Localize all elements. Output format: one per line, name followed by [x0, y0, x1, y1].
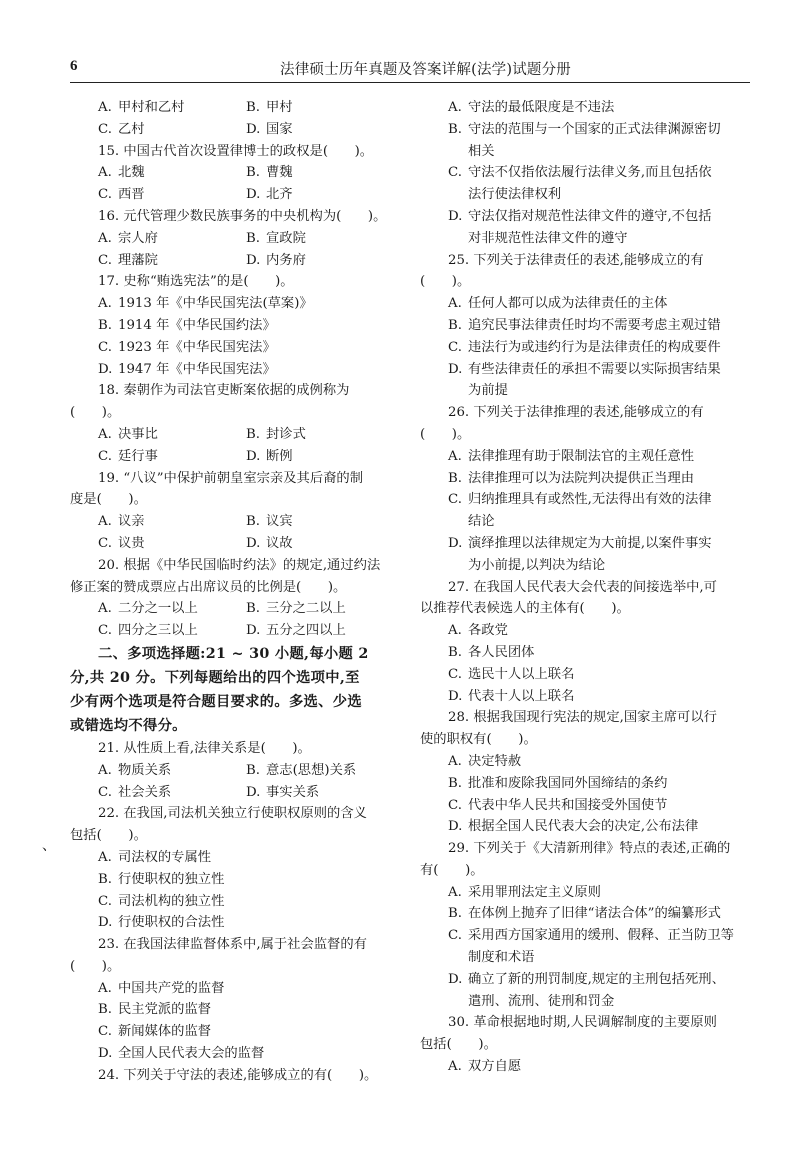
option [420, 489, 750, 511]
option-pair [70, 228, 400, 250]
option-continued: 为小前提,以判决为结论 [468, 557, 606, 573]
option-text: 1947 年《中华民国宪法》 [118, 361, 276, 377]
option-pair [70, 119, 400, 141]
option [420, 337, 750, 359]
page-number: 6 [70, 58, 78, 74]
option-letter: A. [98, 230, 112, 246]
question-stem: 18. 秦朝作为司法官吏断案依据的成例称为 [98, 383, 350, 399]
option [420, 773, 750, 795]
question-stem: 24. 下列关于守法的表述,能够成立的有( )。 [98, 1067, 378, 1083]
option-letter: B. [448, 906, 462, 922]
option-text: 1913 年《中华民国宪法(草案)》 [118, 296, 313, 312]
option-letter: A. [98, 100, 112, 115]
question-stem: 23. 在我国法律监督体系中,属于社会监督的有 [98, 937, 367, 953]
option-letter: C. [98, 121, 112, 137]
option-text: 议宾 [266, 514, 293, 530]
option-letter: A. [98, 514, 112, 530]
left-column [70, 97, 400, 1087]
option-pair [70, 424, 400, 446]
option-pair [70, 97, 400, 119]
option-letter: B. [246, 230, 260, 246]
running-title: 法律硕士历年真题及答案详解(法学)试题分册 [280, 62, 572, 78]
question-stem: 26. 下列关于法律推理的表述,能够成立的有 [448, 405, 704, 421]
question-stem-continued: ( )。 [420, 426, 471, 442]
option-letter: D. [448, 208, 463, 224]
option-text: 宗人府 [118, 230, 158, 246]
option-text: 在体例上抛弃了旧律“诸法合体”的编纂形式 [468, 906, 721, 922]
question-stem-continued: 以推荐代表候选人的主体有( )。 [420, 601, 630, 617]
option-text: 五分之四以上 [266, 623, 346, 639]
option-letter: A. [98, 601, 112, 617]
option [420, 903, 750, 925]
option-letter: B. [448, 121, 462, 137]
option-letter: D. [246, 535, 261, 551]
question-stem: 29. 下列关于《大清新刑律》特点的表述,正确的 [448, 841, 731, 857]
option-letter: A. [98, 165, 112, 181]
option [420, 816, 750, 838]
option [70, 293, 400, 315]
page-header [70, 58, 750, 82]
question-stem-continued: 度是( )。 [70, 492, 147, 508]
option [70, 869, 400, 891]
option-letter: B. [98, 1002, 112, 1018]
option-pair [70, 184, 400, 206]
option-letter: C. [448, 666, 462, 682]
option-letter: D. [98, 361, 113, 377]
option-letter: C. [98, 623, 112, 639]
option-letter: C. [448, 339, 462, 355]
option-letter: D. [246, 187, 261, 203]
option-letter: D. [246, 121, 261, 137]
section-heading: 分,共 20 分。下列每题给出的四个选项中,至 [70, 669, 360, 686]
option-text: 甲村 [266, 100, 293, 115]
option-continued: 相关 [468, 143, 495, 159]
option [70, 847, 400, 869]
option-letter: A. [98, 296, 112, 312]
option-letter: D. [448, 819, 463, 835]
option-letter: B. [448, 317, 462, 333]
option-letter: B. [246, 165, 260, 181]
option-text: 司法机构的独立性 [118, 893, 225, 909]
option [420, 468, 750, 490]
option-text: 归纳推理具有或然性,无法得出有效的法律 [468, 492, 712, 508]
option-text: 1914 年《中华民国约法》 [118, 317, 276, 333]
option [420, 206, 750, 228]
option-continued: 为前提 [468, 383, 508, 399]
stray-mark: 、 [42, 838, 56, 854]
option-letter: B. [246, 426, 260, 442]
question-stem: 22. 在我国,司法机关独立行使职权原则的含义 [98, 806, 367, 822]
option-text: 各政党 [468, 623, 508, 639]
option-text: 中国共产党的监督 [118, 980, 225, 996]
option [420, 359, 750, 381]
section-heading: 二、多项选择题:21 ~ 30 小题,每小题 2 [98, 645, 369, 662]
option-letter: B. [448, 775, 462, 791]
option-pair [70, 598, 400, 620]
option-text: 守法的范围与一个国家的正式法律渊源密切 [468, 121, 721, 137]
option-text: 乙村 [118, 121, 145, 137]
option-text: 议亲 [118, 514, 145, 530]
option-letter: C. [448, 165, 462, 181]
option-continued: 结论 [468, 514, 495, 530]
option-text: 事实关系 [266, 784, 320, 800]
option-letter: D. [246, 252, 261, 268]
option-text: 演绎推理以法律规定为大前提,以案件事实 [468, 535, 712, 551]
option-text: 根据全国人民代表大会的决定,公布法律 [468, 819, 699, 835]
option-letter: B. [246, 762, 260, 778]
question-stem-continued: 修正案的赞成票应占出席议员的比例是( )。 [70, 579, 347, 595]
option-text: 批准和废除我国同外国缔结的条约 [468, 775, 668, 791]
option-pair [70, 511, 400, 533]
option [420, 620, 750, 642]
section-heading: 或错选均不得分。 [70, 717, 187, 734]
option [420, 969, 750, 991]
option-text: 决事比 [118, 426, 158, 442]
option-text: 社会关系 [118, 784, 172, 800]
question-stem: 16. 元代管理少数民族事务的中央机构为( )。 [98, 208, 387, 224]
question-stem: 25. 下列关于法律责任的表述,能够成立的有 [448, 252, 704, 268]
option-letter: D. [98, 1046, 113, 1062]
option [420, 751, 750, 773]
option-text: 封诊式 [266, 426, 306, 442]
option-letter: A. [448, 1059, 462, 1075]
option-text: 意志(思想)关系 [266, 762, 357, 778]
option-text: 代表十人以上联名 [468, 688, 575, 704]
option-pair [70, 760, 400, 782]
option-text: 廷行事 [118, 448, 158, 464]
option-text: 甲村和乙村 [118, 100, 185, 115]
question-stem-continued: 使的职权有( )。 [420, 732, 537, 748]
option-text: 守法的最低限度是不违法 [468, 100, 615, 115]
option-text: 双方自愿 [468, 1059, 522, 1075]
option-text: 西晋 [118, 187, 145, 203]
option-letter: C. [98, 784, 112, 800]
option-text: 北齐 [266, 187, 293, 203]
option-text: 守法仅指对规范性法律文件的遵守,不包括 [468, 208, 712, 224]
option [420, 882, 750, 904]
option-letter: A. [448, 884, 462, 900]
option [70, 999, 400, 1021]
header-rule [70, 82, 750, 83]
option-letter: D. [246, 448, 261, 464]
option-letter: B. [246, 601, 260, 617]
option-text: 采用西方国家通用的缓刑、假释、正当防卫等 [468, 928, 734, 944]
section-heading: 少有两个选项是符合题目要求的。多选、少选 [70, 693, 362, 710]
option [420, 642, 750, 664]
option [70, 912, 400, 934]
option-letter: C. [98, 893, 112, 909]
option-text: 三分之二以上 [266, 601, 346, 617]
option-letter: A. [98, 426, 112, 442]
option-text: 物质关系 [118, 762, 172, 778]
option-letter: C. [448, 797, 462, 813]
option-pair [70, 446, 400, 468]
option-text: 任何人都可以成为法律责任的主体 [468, 296, 668, 312]
option-letter: A. [448, 296, 462, 312]
option-text: 行使职权的独立性 [118, 871, 225, 887]
option-letter: D. [98, 915, 113, 931]
question-stem-continued: 包括( )。 [420, 1037, 497, 1053]
question-stem-continued: 有( )。 [420, 862, 484, 878]
option-text: 法律推理可以为法院判决提供正当理由 [468, 470, 695, 486]
option-letter: B. [246, 514, 260, 530]
option-letter: C. [448, 928, 462, 944]
option-letter: C. [98, 535, 112, 551]
option-letter: D. [246, 784, 261, 800]
option [420, 97, 750, 119]
option [70, 1021, 400, 1043]
question-stem: 21. 从性质上看,法律关系是( )。 [98, 740, 311, 756]
option-text: 选民十人以上联名 [468, 666, 575, 682]
option-text: 内务府 [266, 252, 306, 268]
option-letter: A. [448, 100, 462, 115]
option-pair [70, 533, 400, 555]
option [420, 1056, 750, 1078]
option-text: 国家 [266, 121, 293, 137]
question-stem: 28. 根据我国现行宪法的规定,国家主席可以行 [448, 710, 717, 726]
question-stem: 30. 革命根据地时期,人民调解制度的主要原则 [448, 1015, 717, 1031]
option-text: 代表中华人民共和国接受外国使节 [468, 797, 668, 813]
option-text: 确立了新的刑罚制度,规定的主刑包括死刑、 [468, 971, 725, 987]
question-stem: 17. 史称“贿选宪法”的是( )。 [98, 274, 294, 290]
option-text: 北魏 [118, 165, 145, 181]
option-text: 采用罪刑法定主义原则 [468, 884, 601, 900]
option-letter: A. [448, 623, 462, 639]
option-text: 有些法律责任的承担不需要以实际损害结果 [468, 361, 721, 377]
option [420, 533, 750, 555]
option [420, 795, 750, 817]
option [420, 925, 750, 947]
option-letter: B. [448, 470, 462, 486]
option-letter: A. [98, 980, 112, 996]
option-text: 司法权的专属性 [118, 849, 212, 865]
option-text: 新闻媒体的监督 [118, 1024, 212, 1040]
option-letter: A. [448, 753, 462, 769]
option [70, 891, 400, 913]
option-letter: D. [448, 688, 463, 704]
option [70, 337, 400, 359]
option-continued: 对非规范性法律文件的遵守 [468, 230, 628, 246]
option-text: 守法不仅指依法履行法律义务,而且包括依 [468, 165, 712, 181]
question-stem-continued: ( )。 [70, 405, 121, 421]
question-stem: 27. 在我国人民代表大会代表的间接选举中,可 [448, 579, 717, 595]
option-continued: 遣刑、流刑、徒刑和罚金 [468, 993, 615, 1009]
option [420, 162, 750, 184]
option-pair [70, 782, 400, 804]
option-letter: D. [246, 623, 261, 639]
option-letter: B. [246, 100, 260, 115]
option-text: 曹魏 [266, 165, 293, 181]
option-text: 追究民事法律责任时均不需要考虑主观过错 [468, 317, 721, 333]
option-letter: B. [98, 871, 112, 887]
option-letter: A. [448, 448, 462, 464]
option-letter: C. [98, 448, 112, 464]
option-letter: C. [98, 1024, 112, 1040]
option [70, 978, 400, 1000]
option-text: 断例 [266, 448, 293, 464]
option-letter: D. [448, 971, 463, 987]
option-text: 违法行为或违约行为是法律责任的构成要件 [468, 339, 721, 355]
option [420, 446, 750, 468]
option-text: 各人民团体 [468, 644, 535, 660]
option-text: 议故 [266, 535, 293, 551]
option [420, 664, 750, 686]
option [420, 315, 750, 337]
option-continued: 法行使法律权利 [468, 187, 562, 203]
option [70, 359, 400, 381]
option-letter: A. [98, 849, 112, 865]
option-text: 四分之三以上 [118, 623, 198, 639]
right-column [420, 97, 750, 1078]
option-pair [70, 162, 400, 184]
option-text: 1923 年《中华民国宪法》 [118, 339, 276, 355]
option [420, 293, 750, 315]
option [70, 315, 400, 337]
question-stem-continued: 包括( )。 [70, 828, 147, 844]
option-letter: C. [448, 492, 462, 508]
question-stem: 20. 根据《中华民国临时约法》的规定,通过约法 [98, 557, 381, 573]
option-letter: A. [98, 762, 112, 778]
option-text: 宣政院 [266, 230, 306, 246]
option-text: 法律推理有助于限制法官的主观任意性 [468, 448, 695, 464]
option-pair [70, 620, 400, 642]
option-text: 议贵 [118, 535, 145, 551]
question-stem-continued: ( )。 [70, 958, 121, 974]
option-letter: D. [448, 535, 463, 551]
option [70, 1043, 400, 1065]
question-stem: 15. 中国古代首次设置律博士的政权是( )。 [98, 143, 374, 159]
option [420, 686, 750, 708]
option-letter: B. [98, 317, 112, 333]
option-text: 民主党派的监督 [118, 1002, 212, 1018]
option-text: 二分之一以上 [118, 601, 198, 617]
option-letter: C. [98, 187, 112, 203]
question-stem: 19. “八议”中保护前朝皇室宗亲及其后裔的制 [98, 470, 364, 486]
option-letter: C. [98, 339, 112, 355]
option-letter: C. [98, 252, 112, 268]
option-continued: 制度和术语 [468, 950, 535, 966]
option-text: 决定特赦 [468, 753, 522, 769]
option-text: 理藩院 [118, 252, 158, 268]
option-pair [70, 250, 400, 272]
question-stem-continued: ( )。 [420, 274, 471, 290]
option-text: 全国人民代表大会的监督 [118, 1046, 265, 1062]
option-text: 行使职权的合法性 [118, 915, 225, 931]
option-letter: D. [448, 361, 463, 377]
option-letter: B. [448, 644, 462, 660]
option [420, 119, 750, 141]
